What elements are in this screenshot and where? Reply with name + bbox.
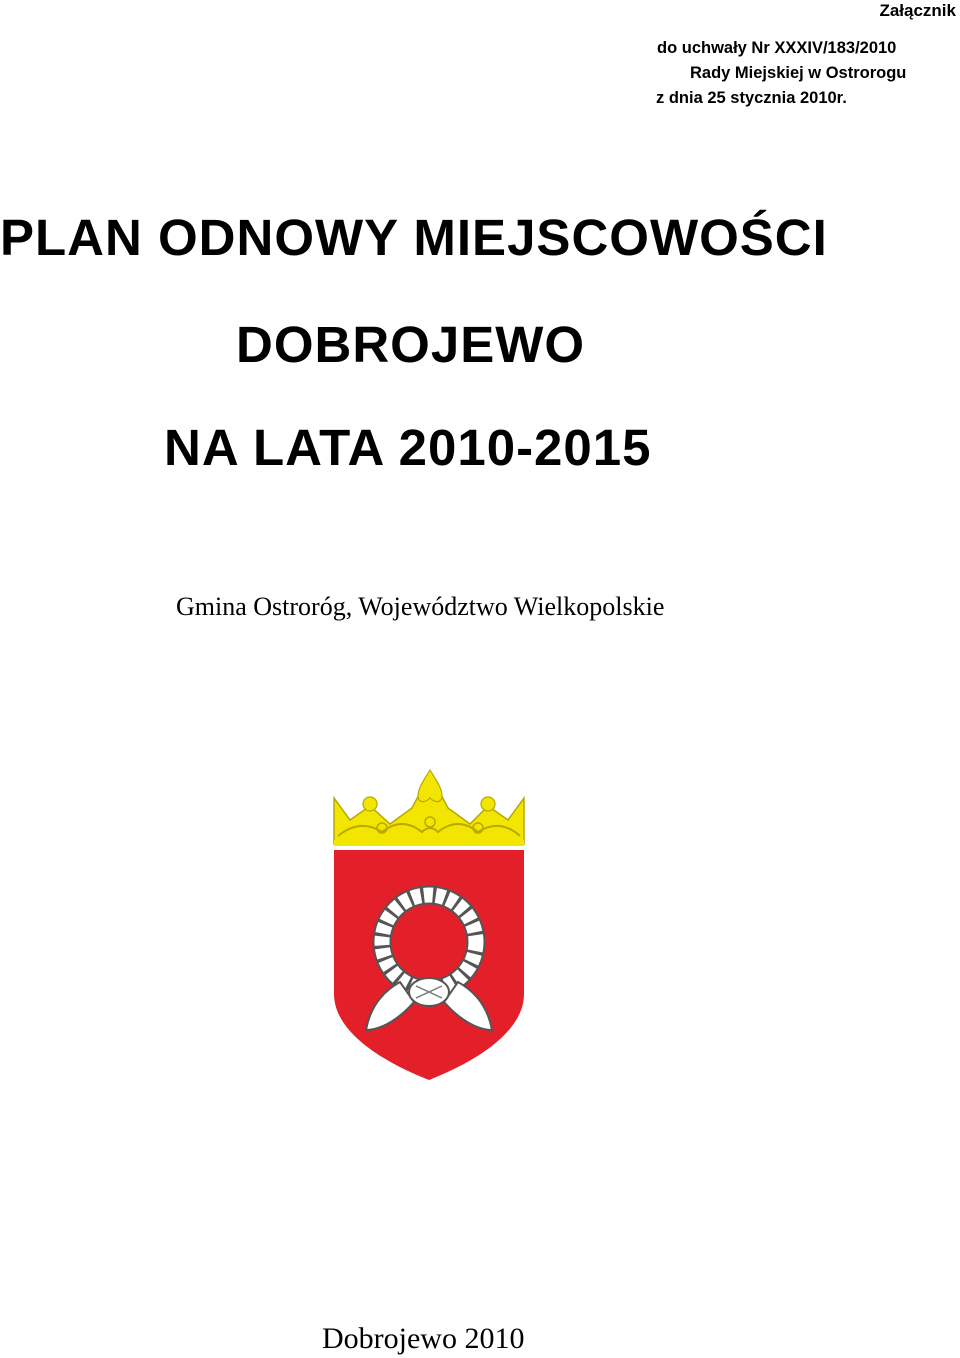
crown-icon xyxy=(334,770,524,846)
resolution-line: Rady Miejskiej w Ostrorogu xyxy=(690,64,907,82)
coat-of-arms-icon xyxy=(330,768,528,1082)
annex-label: Załącznik xyxy=(879,1,956,20)
document-title: PLAN ODNOWY MIEJSCOWOŚCI xyxy=(0,209,828,266)
village-name: DOBROJEWO xyxy=(236,316,586,373)
place-and-year: Dobrojewo 2010 xyxy=(322,1322,525,1355)
resolution-line: z dnia 25 stycznia 2010r. xyxy=(656,89,847,107)
resolution-block xyxy=(656,36,960,111)
shield-icon xyxy=(334,850,524,1080)
resolution-line: do uchwały Nr XXXIV/183/2010 xyxy=(657,39,897,57)
plan-period: NA LATA 2010-2015 xyxy=(164,419,652,476)
region-line: Gmina Ostroróg, Województwo Wielkopolskie xyxy=(176,592,665,621)
